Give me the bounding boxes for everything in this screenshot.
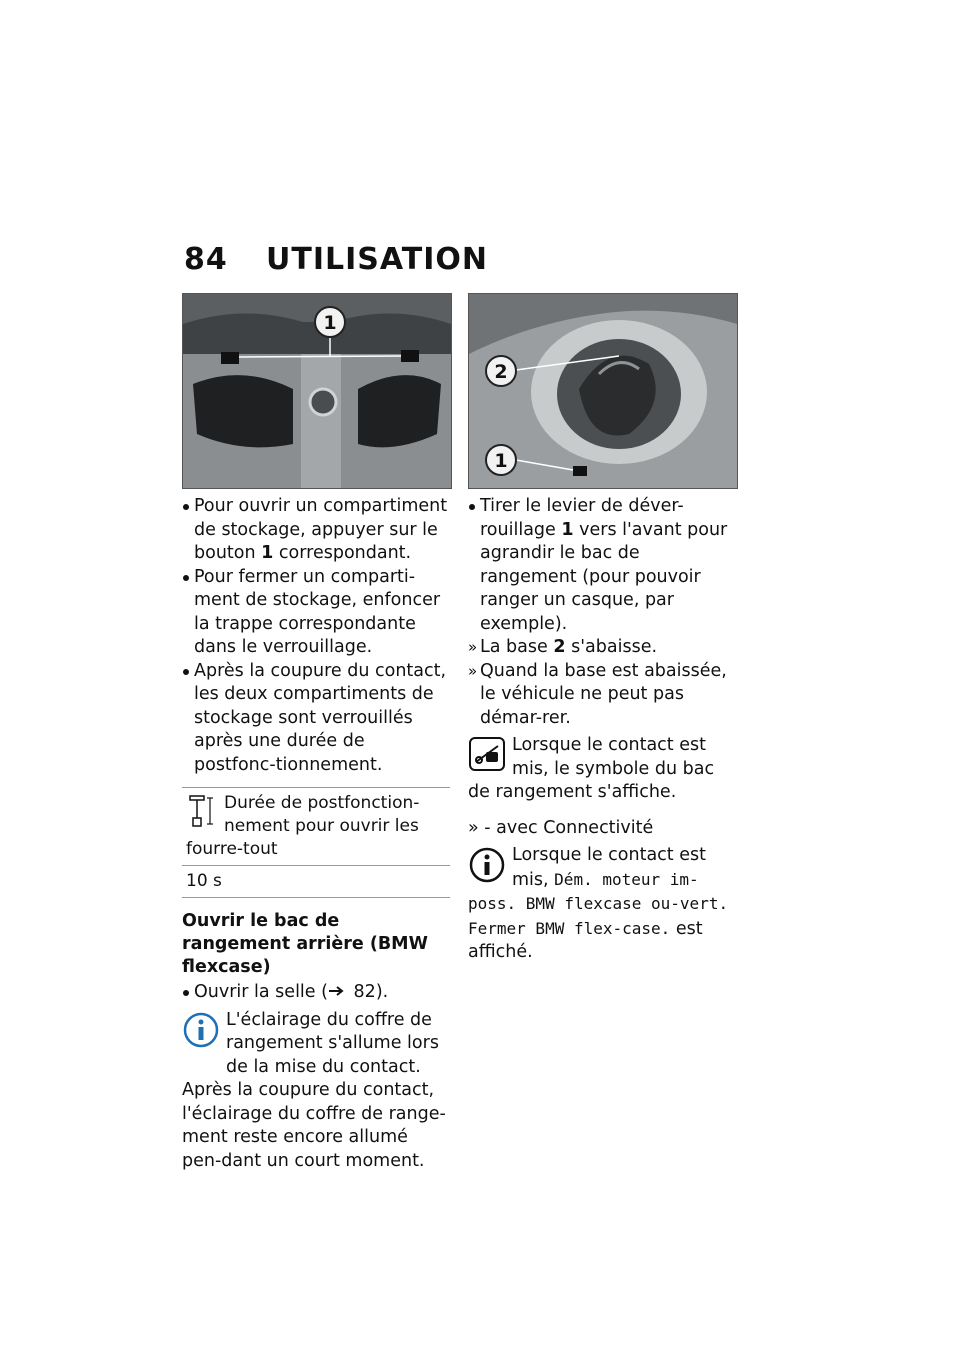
list-item: Tirer le levier de déver-rouillage 1 vers l'avant pour agrandir le bac de rangement (pour pouvoir ranger un casque, par exemple). (468, 495, 736, 636)
page-ref-arrow-icon (328, 982, 348, 1002)
connectivity-section: » - avec Connectivité Lorsque le contact est mis, Dém. moteur im-poss. BMW flexcase ou-vert. Fermer BMW flex-case. est affiché. (468, 817, 736, 965)
callout-ref: 1 (261, 543, 274, 563)
info-paragraph: Après la coupure du contact, l'éclairage du coffre de range-ment reste encore allumé pen-dant un court moment. (182, 1080, 446, 1171)
spec-label: Durée de postfonction-nement pour ouvrir les fourre-tout (186, 793, 420, 859)
page-header (184, 242, 488, 277)
page-number: 84 (184, 242, 228, 277)
list-item: » Quand la base est abaissée, le véhicule ne peut pas démar-rer. (468, 660, 736, 731)
info-icon (468, 846, 506, 892)
list-item: » La base 2 s'abaisse. (468, 636, 736, 660)
section-bullet-list (182, 981, 450, 1005)
list-item: Après la coupure du contact, les deux compartiments de stockage sont verrouillés après une durée de postfonc-tionnement. (182, 660, 450, 778)
spec-table (182, 787, 450, 898)
left-bullet-list (182, 495, 450, 777)
storage-compartment-photo (182, 293, 452, 489)
display-message: Dém. moteur im-poss. BMW flexcase ou-vert. Fermer BMW flex-case. (468, 869, 729, 938)
section-title: Ouvrir le bac de rangement arrière (BMW flexcase) (182, 911, 428, 977)
callout-ref: 1 (561, 519, 574, 540)
callout-ref: 2 (553, 637, 566, 657)
connectivity-note: Lorsque le contact est mis, Dém. moteur im-poss. BMW flexcase ou-vert. Fermer BMW flex-case. est affiché. (468, 845, 729, 962)
list-item: Ouvrir la selle ( 82). (182, 981, 450, 1005)
list-item: Pour fermer un comparti-ment de stockage, enfoncer la trappe correspondante dans le verrouillage. (182, 566, 450, 660)
spec-value: 10 s (186, 871, 222, 891)
info-icon (182, 1011, 220, 1057)
timer-icon (186, 794, 218, 835)
storage-symbol-icon (468, 736, 506, 780)
callout-1: 1 (494, 450, 508, 472)
callout-2: 2 (494, 361, 508, 383)
right-column (468, 293, 736, 965)
symbol-note: Lorsque le contact est mis, le symbole du bac de rangement s'affiche. (468, 735, 715, 802)
callout-1: 1 (323, 312, 337, 334)
connectivity-label: - avec Connectivité (484, 817, 654, 838)
list-item: Pour ouvrir un compartiment de stockage, appuyer sur le bouton 1 correspondant. (182, 495, 450, 566)
flexcase-photo (468, 293, 738, 489)
left-column (182, 293, 450, 1173)
page-ref-link[interactable]: 82 (353, 982, 376, 1002)
right-bullet-list (468, 495, 736, 730)
info-note: L'éclairage du coffre de rangement s'allume lors de la mise du contact. Après la coupure du contact, l'éclairage du coffre de range-ment reste encore allumé pen-dant un court moment. (182, 1009, 450, 1174)
page-title: UTILISATION (266, 242, 488, 277)
